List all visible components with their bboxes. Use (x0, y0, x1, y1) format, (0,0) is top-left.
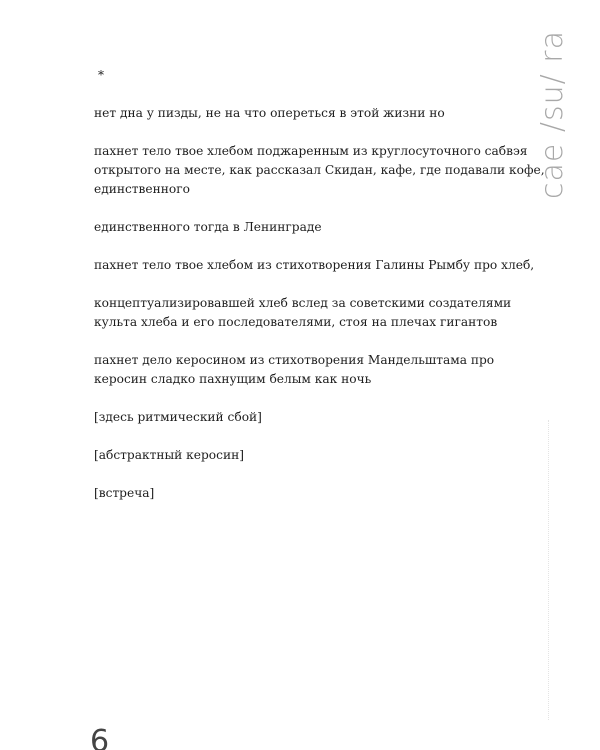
stanza-3 (94, 218, 514, 237)
poem-line: пахнет тело твое хлебом поджаренным из круглосуточного сабвэя (94, 144, 528, 158)
poem-line: [абстрактный керосин] (94, 448, 244, 462)
margin-dotted-line (548, 420, 550, 720)
stanza-1 (94, 104, 514, 123)
stanza-6 (94, 351, 514, 389)
poem-line: [встреча] (94, 486, 155, 500)
stanza-4 (94, 256, 535, 275)
stanza-2 (94, 142, 545, 199)
section-marker: * (98, 68, 104, 82)
journal-title: cae /su/ ra (535, 30, 570, 199)
poem-line: единственного тогда в Ленинграде (94, 220, 322, 234)
stanza-8 (94, 446, 514, 465)
poem-line: концептуализировавшей хлеб вслед за советскими создателями (94, 296, 512, 310)
poem-line: [здесь ритмический сбой] (94, 410, 262, 424)
page-number: 6 (90, 724, 110, 750)
poem-text (94, 66, 545, 522)
poem-line: открытого на месте, как рассказал Скидан, кафе, где подавали кофе, (94, 163, 545, 177)
poem-line: нет дна у пизды, не на что опереться в этой жизни но (94, 106, 445, 120)
stanza-7 (94, 408, 514, 427)
stanza-9 (94, 484, 514, 503)
poem-line: керосин сладко пахнущим белым как ночь (94, 372, 372, 386)
poem-line: пахнет дело керосином из стихотворения Мандельштама про (94, 353, 495, 367)
poem-line: культа хлеба и его последователями, стоя на плечах гигантов (94, 315, 498, 329)
poem-line: пахнет тело твое хлебом из стихотворения Галины Рымбу про хлеб, (94, 258, 535, 272)
poem-line: единственного (94, 182, 190, 196)
stanza-5 (94, 294, 514, 332)
